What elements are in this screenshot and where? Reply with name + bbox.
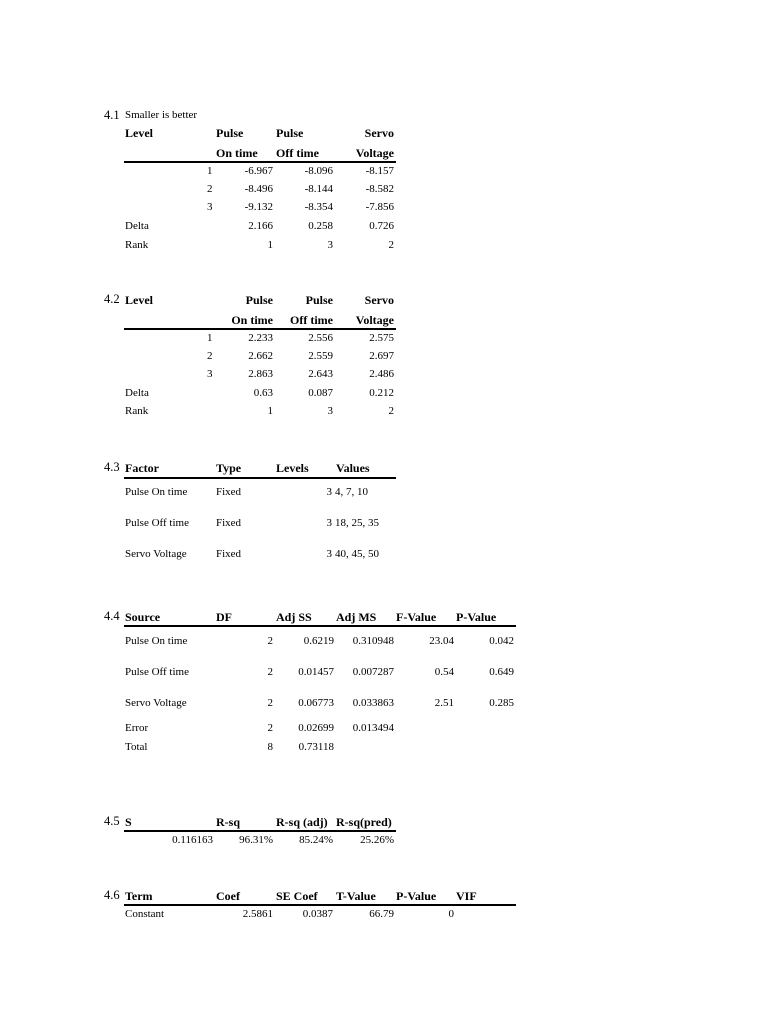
column-header-vif: VIF: [456, 889, 477, 903]
cell-pulse-off: 0.258: [308, 220, 333, 232]
cell-p-value: 0.649: [489, 666, 514, 678]
cell-df: 8: [267, 741, 273, 753]
column-header-s: S: [125, 815, 132, 829]
cell-coef: 2.5861: [242, 908, 273, 920]
column-header-pulse-off-line1: Pulse: [276, 126, 304, 140]
row-label: Delta: [125, 387, 149, 399]
cell-pulse-on: 0.63: [253, 387, 273, 399]
cell-source: Servo Voltage: [125, 697, 187, 709]
cell-pulse-on: 2.863: [248, 368, 273, 380]
cell-type: Fixed: [216, 548, 242, 560]
cell-factor: Servo Voltage: [125, 548, 187, 560]
column-header-t-value: T-Value: [336, 889, 376, 903]
column-header-term: Term: [125, 889, 153, 903]
cell-pulse-off: 2.559: [308, 350, 333, 362]
row-level: 2: [207, 350, 213, 362]
cell-df: 2: [267, 697, 273, 709]
cell-pulse-off: 3: [327, 405, 333, 417]
cell-adj-ss: 0.02699: [298, 722, 334, 734]
cell-p-value: 0.285: [489, 697, 514, 709]
cell-pulse-off: 3: [327, 239, 333, 251]
cell-adj-ss: 0.01457: [298, 666, 334, 678]
column-header-p-value: P-Value: [456, 610, 497, 624]
table-number: 4.5: [104, 814, 120, 828]
column-header-pulse-off-line2: Off time: [276, 146, 319, 160]
cell-df: 2: [267, 666, 273, 678]
cell-adj-ms: 0.033863: [352, 697, 394, 709]
column-header-p-value: P-Value: [396, 889, 437, 903]
cell-f-value: 23.04: [429, 635, 454, 647]
cell-pulse-off: 2.643: [308, 368, 333, 380]
header-rule: [124, 830, 396, 832]
cell-servo: 2: [388, 239, 394, 251]
column-header-adj-ms: Adj MS: [336, 610, 377, 624]
column-header-pulse-on-line2: On time: [231, 313, 273, 327]
cell-pulse-on: 2.166: [248, 220, 273, 232]
cell-f-value: 0.54: [434, 666, 454, 678]
cell-p-value: 0: [448, 908, 454, 920]
column-header-coef: Coef: [216, 889, 240, 903]
cell-pulse-on: 2.233: [248, 332, 273, 344]
cell-values: 18, 25, 35: [335, 517, 379, 529]
cell-servo: -8.157: [365, 165, 394, 177]
column-header-se-coef: SE Coef: [276, 889, 318, 903]
cell-servo: 2.486: [369, 368, 394, 380]
column-header-source: Source: [125, 610, 161, 624]
cell-source: Pulse On time: [125, 635, 188, 647]
row-level: 3: [207, 368, 213, 380]
cell-servo: 2: [388, 405, 394, 417]
cell-df: 2: [267, 635, 273, 647]
cell-pulse-on: 1: [267, 239, 273, 251]
cell-adj-ms: 0.007287: [352, 666, 394, 678]
table-number: 4.4: [104, 609, 120, 623]
row-level: 1: [207, 165, 213, 177]
column-header-f-value: F-Value: [396, 610, 437, 624]
cell-adj-ss: 0.73118: [298, 741, 334, 753]
cell-term: Constant: [125, 908, 165, 920]
header-rule: [124, 161, 396, 163]
cell-adj-ms: 0.310948: [352, 635, 394, 647]
cell-se-coef: 0.0387: [302, 908, 333, 920]
cell-adj-ms: 0.013494: [352, 722, 394, 734]
cell-p-value: 0.042: [489, 635, 514, 647]
column-header-r-sq-adj: R-sq (adj): [276, 815, 328, 829]
column-header-r-sq: R-sq: [216, 815, 241, 829]
column-header-df: DF: [216, 610, 232, 624]
cell-pulse-on: -6.967: [244, 165, 273, 177]
header-rule: [124, 477, 396, 479]
cell-pulse-off: -8.354: [304, 201, 333, 213]
cell-source: Error: [125, 722, 149, 734]
cell-servo: 2.697: [369, 350, 394, 362]
column-header-values: Values: [336, 461, 370, 475]
cell-servo: 0.212: [369, 387, 394, 399]
row-label: Rank: [125, 405, 149, 417]
column-header-servo-line1: Servo: [364, 126, 394, 140]
cell-pulse-off: -8.144: [304, 183, 333, 195]
cell-r-sq: 96.31%: [239, 834, 273, 846]
cell-f-value: 2.51: [434, 697, 454, 709]
column-header-servo-line1: Servo: [364, 293, 394, 307]
cell-pulse-on: -8.496: [244, 183, 273, 195]
cell-pulse-on: 2.662: [248, 350, 273, 362]
column-header-servo-line2: Voltage: [355, 146, 394, 160]
cell-servo: -8.582: [365, 183, 394, 195]
cell-values: 4, 7, 10: [335, 486, 368, 498]
cell-levels: 3: [326, 548, 332, 560]
row-level: 1: [207, 332, 213, 344]
row-label: Delta: [125, 220, 149, 232]
header-rule: [124, 904, 516, 906]
table-number: 4.2: [104, 292, 120, 306]
column-header-adj-ss: Adj SS: [276, 610, 312, 624]
column-header-factor: Factor: [125, 461, 159, 475]
column-header-pulse-off-line2: Off time: [290, 313, 333, 327]
cell-levels: 3: [326, 517, 332, 529]
column-header-level: Level: [125, 293, 153, 307]
row-label: Rank: [125, 239, 149, 251]
column-header-servo-line2: Voltage: [355, 313, 394, 327]
column-header-pulse-on-line1: Pulse: [245, 293, 273, 307]
cell-df: 2: [267, 722, 273, 734]
table-number: 4.6: [104, 888, 120, 902]
cell-adj-ss: 0.06773: [298, 697, 334, 709]
column-header-levels: Levels: [276, 461, 309, 475]
cell-pulse-off: -8.096: [304, 165, 333, 177]
cell-source: Total: [125, 741, 148, 753]
row-level: 2: [207, 183, 213, 195]
table-number: 4.3: [104, 460, 120, 474]
cell-factor: Pulse Off time: [125, 517, 189, 529]
column-header-level: Level: [125, 126, 153, 140]
cell-pulse-on: 1: [267, 405, 273, 417]
cell-servo: 2.575: [369, 332, 394, 344]
cell-adj-ss: 0.6219: [303, 635, 334, 647]
cell-s: 0.116163: [172, 834, 213, 846]
column-header-pulse-off-line1: Pulse: [305, 293, 333, 307]
cell-r-sq-pred: 25.26%: [360, 834, 394, 846]
cell-type: Fixed: [216, 486, 242, 498]
cell-pulse-on: -9.132: [244, 201, 273, 213]
cell-factor: Pulse On time: [125, 486, 188, 498]
table-caption: Smaller is better: [125, 109, 198, 121]
column-header-pulse-on-line1: Pulse: [216, 126, 244, 140]
cell-r-sq-adj: 85.24%: [299, 834, 333, 846]
column-header-pulse-on-line2: On time: [216, 146, 258, 160]
cell-levels: 3: [326, 486, 332, 498]
column-header-r-sq-pred: R-sq(pred): [336, 815, 392, 829]
cell-t-value: 66.79: [369, 908, 394, 920]
header-rule: [124, 328, 396, 330]
cell-source: Pulse Off time: [125, 666, 189, 678]
row-level: 3: [207, 201, 213, 213]
cell-servo: 0.726: [369, 220, 394, 232]
header-rule: [124, 625, 516, 627]
table-number: 4.1: [104, 108, 120, 122]
column-header-type: Type: [216, 461, 242, 475]
cell-type: Fixed: [216, 517, 242, 529]
cell-pulse-off: 0.087: [308, 387, 333, 399]
cell-pulse-off: 2.556: [308, 332, 333, 344]
cell-values: 40, 45, 50: [335, 548, 379, 560]
cell-servo: -7.856: [365, 201, 394, 213]
